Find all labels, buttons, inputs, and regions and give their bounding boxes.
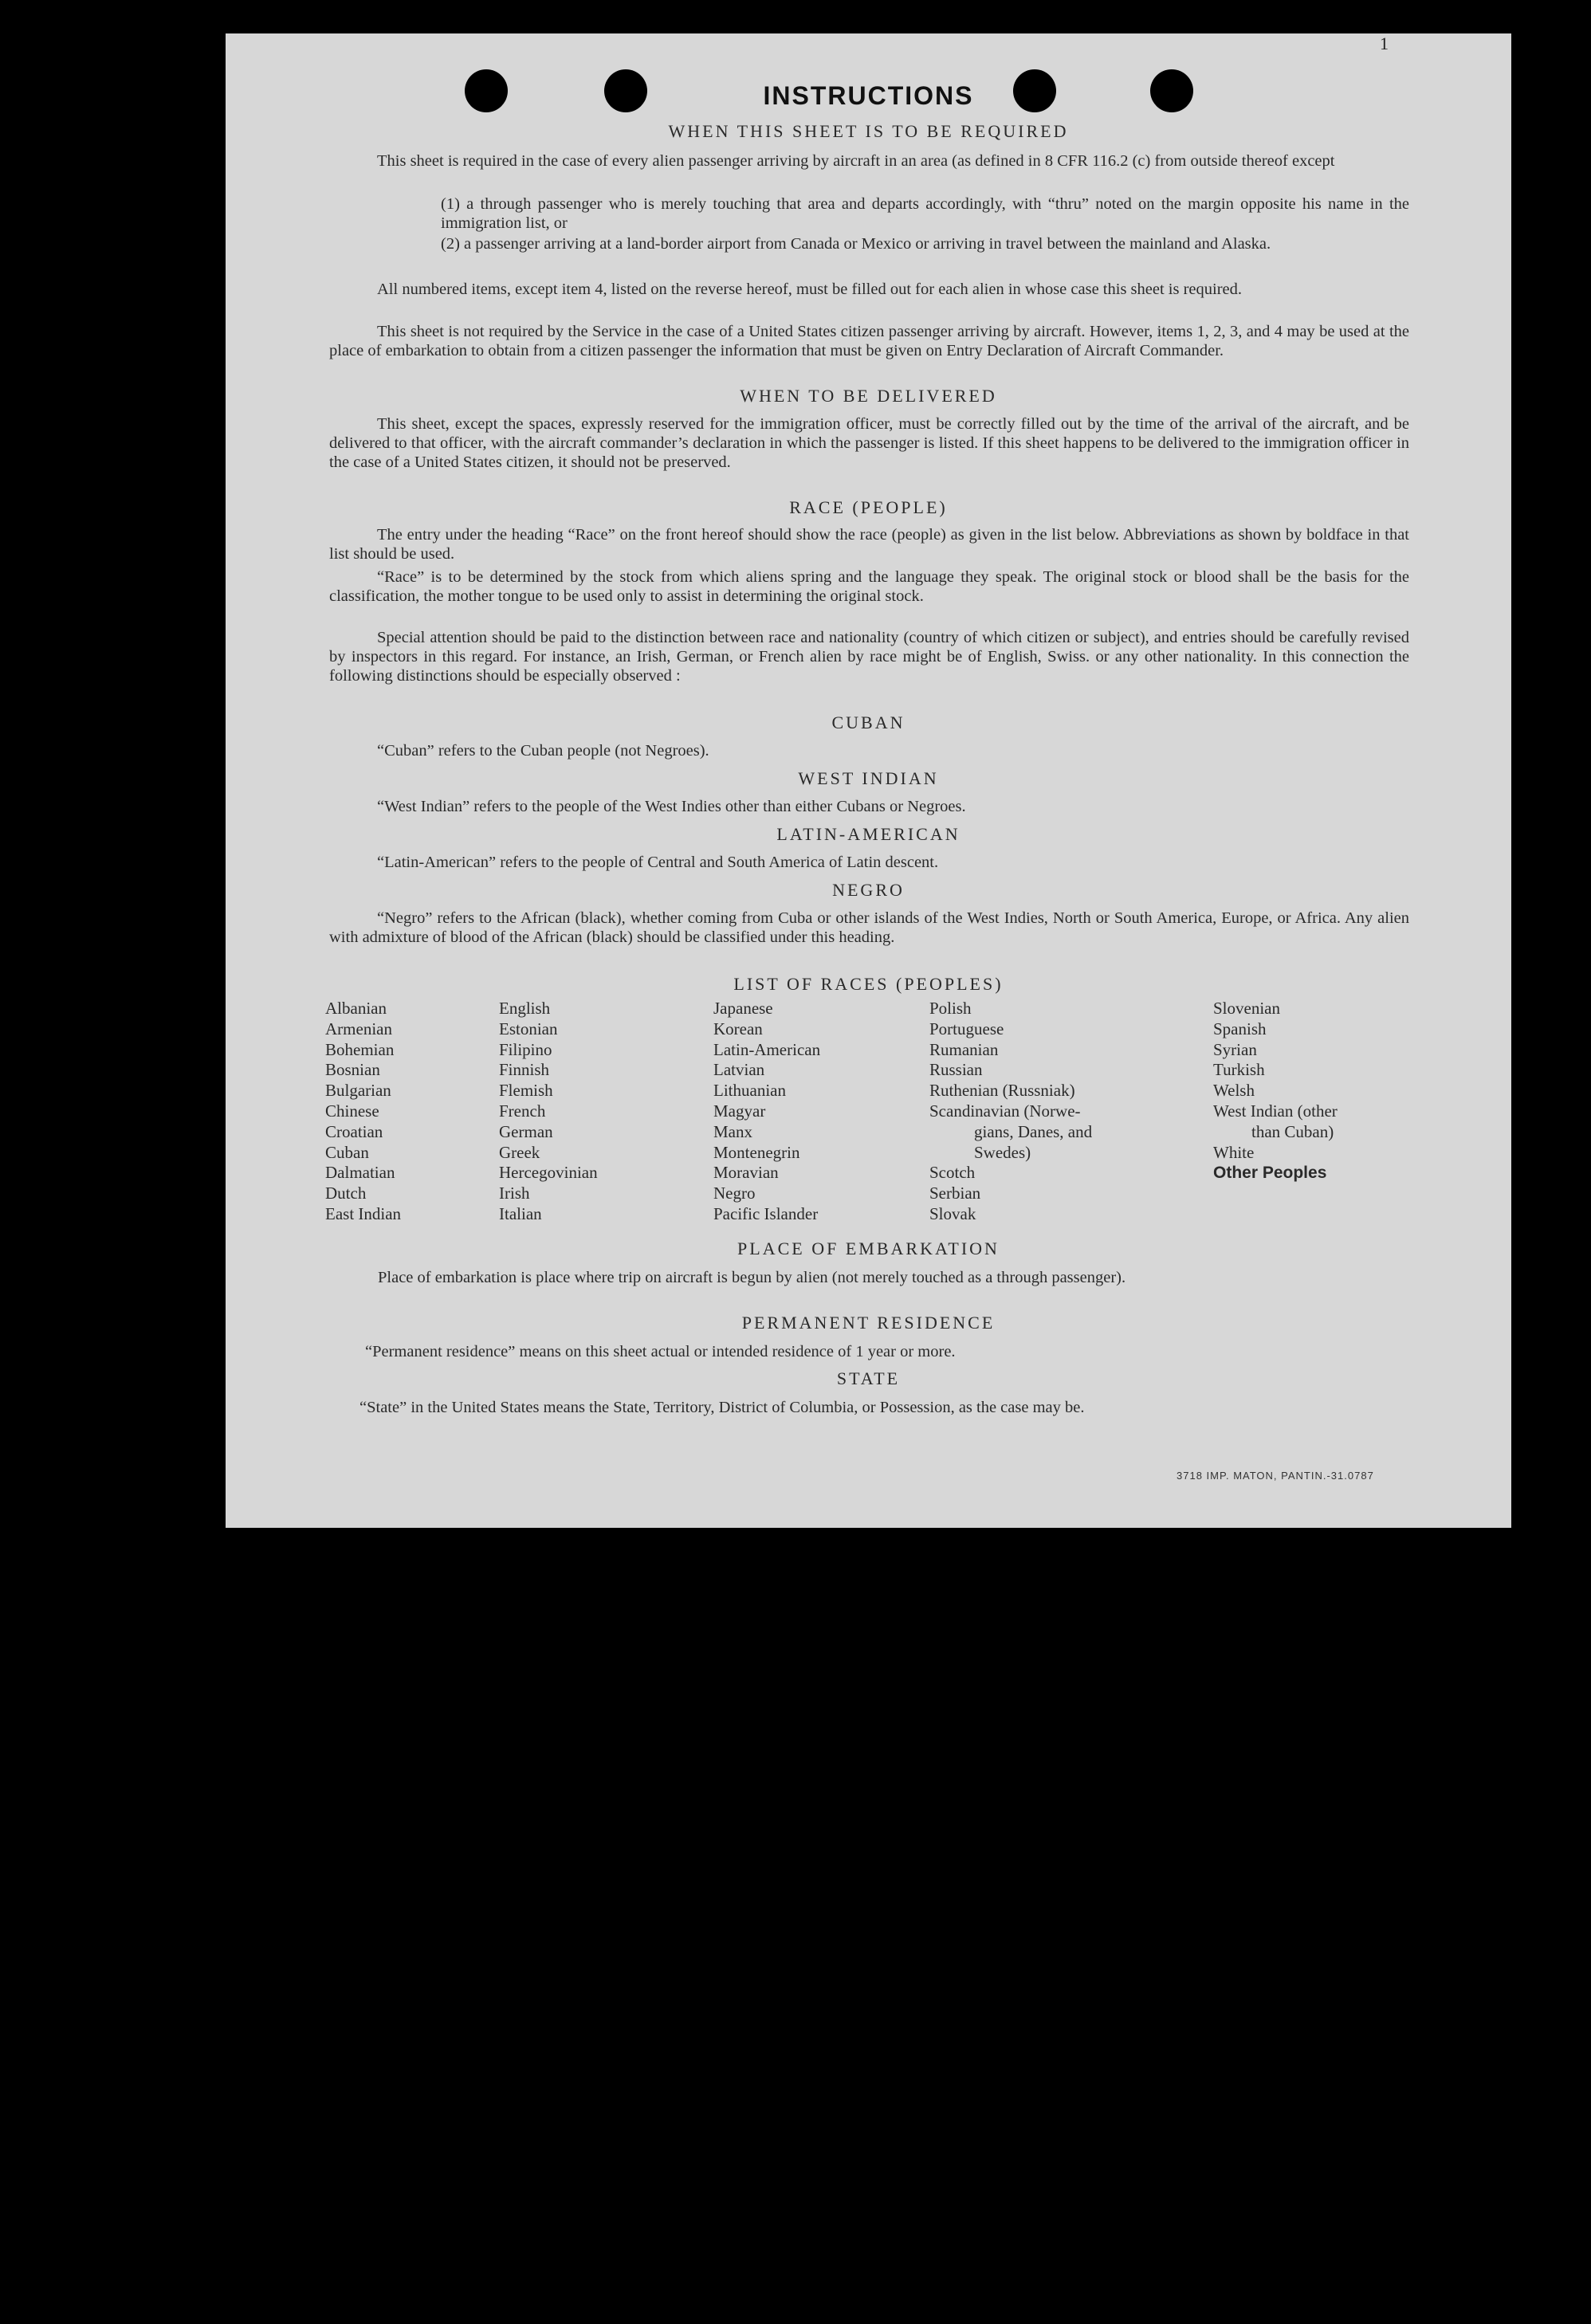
race-item: Dutch (325, 1184, 367, 1203)
race-item: East Indian (325, 1203, 402, 1223)
para-latin: “Latin-American” refers to the people of Central and South America of Latin descent. (377, 854, 939, 871)
race-item: Chinese (325, 1101, 379, 1121)
race-item: Ruthenian (Russniak) (929, 1081, 1075, 1101)
heading-required: WHEN THIS SHEET IS TO BE REQUIRED (668, 121, 1069, 141)
para-cuban: “Cuban” refers to the Cuban people (not Negroes). (377, 742, 709, 760)
race-item: French (499, 1101, 546, 1121)
race-item: Swedes) (974, 1142, 1031, 1162)
item-1: (1) a through passenger who is merely touching that area and departs accordingly, with “thru” noted on the margin opposite his name in the immigration list, or (441, 195, 1409, 232)
race-item: Armenian (325, 1019, 392, 1038)
race-item: Dalmatian (325, 1163, 395, 1183)
heading-cuban: CUBAN (831, 713, 905, 732)
race-item: Albanian (325, 999, 387, 1018)
race-column-5 (1213, 999, 1338, 1184)
race-item: Turkish (1213, 1060, 1265, 1080)
heading-embarkation: PLACE OF EMBARKATION (737, 1239, 1000, 1258)
race-item: English (499, 999, 551, 1018)
para-race-3: Special attention should be paid to the distinction between race and nationality (country of which citizen or subject), and entries should be carefully revised by inspectors in this regard. For instance, an Irish, German, or French alien by race might be of English, Swiss. or any other nationality. In this connection the following distinctions should be especially observed : (329, 629, 1409, 685)
race-item: Spanish (1213, 1019, 1267, 1038)
race-item: Serbian (929, 1184, 981, 1203)
race-item: Magyar (713, 1101, 766, 1121)
race-item: Estonian (499, 1019, 558, 1038)
para-citizen: This sheet is not required by the Service in the case of a United States citizen passenger arriving by aircraft. However, items 1, 2, 3, and 4 may be used at the place of embarkation to obtain from a citizen passenger the information that must be given on Entry Declaration of Aircraft Commander. (329, 323, 1409, 359)
item-2: (2) a passenger arriving at a land-border airport from Canada or Mexico or arriving in travel between the mainland and Alaska. (441, 235, 1271, 253)
heading-state: STATE (836, 1368, 901, 1388)
para-race-2: “Race” is to be determined by the stock from which aliens spring and the language they speak. The original stock or blood shall be the basis for the classification, the mother tongue to be used only to assist in determining the original stock. (329, 568, 1409, 605)
race-item: Negro (713, 1184, 756, 1203)
race-column-1 (325, 999, 401, 1225)
race-item: Bosnian (325, 1060, 380, 1080)
race-item: Scandinavian (Norwe- (929, 1101, 1081, 1121)
heading-race: RACE (PEOPLE) (789, 497, 948, 517)
race-item: German (499, 1121, 553, 1141)
para-race-1: The entry under the heading “Race” on the front hereof should show the race (people) as given in the list below. Abbreviations as shown by boldface in that list should be used. (329, 526, 1409, 563)
race-item: Russian (929, 1060, 983, 1080)
race-item: Slovenian (1213, 999, 1280, 1018)
top-mark: 1 (1380, 33, 1389, 53)
race-item: Portuguese (929, 1019, 1004, 1038)
race-item: Welsh (1213, 1081, 1255, 1101)
para-embarkation: Place of embarkation is place where trip on aircraft is begun by alien (not merely touched as a through passenger). (378, 1269, 1126, 1286)
para-west-indian: “West Indian” refers to the people of the West Indies other than either Cubans or Negroes. (377, 798, 966, 815)
instruction-sheet (226, 33, 1511, 1528)
race-item: than Cuban) (1251, 1121, 1334, 1141)
race-item: Scotch (929, 1163, 976, 1183)
para-state: “State” in the United States means the State, Territory, District of Columbia, or Possession, as the case may be. (359, 1399, 1085, 1416)
race-item: Latin-American (713, 1039, 821, 1059)
race-item: Japanese (713, 999, 773, 1018)
race-item: Polish (929, 999, 972, 1018)
race-item: Lithuanian (713, 1081, 786, 1101)
race-item: Greek (499, 1142, 540, 1162)
race-item: Rumanian (929, 1039, 999, 1059)
race-item: Hercegovinian (499, 1163, 598, 1183)
heading-latin: LATIN-AMERICAN (776, 824, 960, 844)
race-item: Korean (713, 1019, 763, 1038)
race-item: Croatian (325, 1121, 383, 1141)
race-item: Italian (499, 1203, 542, 1223)
race-item: Latvian (713, 1060, 765, 1080)
heading-west-indian: WEST INDIAN (798, 768, 939, 788)
race-item: Filipino (499, 1039, 552, 1059)
para-numbered: All numbered items, except item 4, listed on the reverse hereof, must be filled out for each alien in whose case this sheet is required. (377, 281, 1243, 298)
heading-delivered: WHEN TO BE DELIVERED (740, 386, 997, 406)
printer-footer: 3718 IMP. MATON, PANTIN.-31.0787 (1177, 1470, 1374, 1482)
race-item: Manx (713, 1121, 752, 1141)
race-column-3 (713, 999, 820, 1225)
race-item: Irish (499, 1184, 530, 1203)
race-item: Other Peoples (1213, 1164, 1327, 1183)
race-item: Finnish (499, 1060, 550, 1080)
heading-negro: NEGRO (832, 880, 905, 900)
race-item: Bohemian (325, 1039, 395, 1059)
race-item: Montenegrin (713, 1142, 800, 1162)
heading-list: LIST OF RACES (PEOPLES) (733, 974, 1004, 994)
race-item: West Indian (other (1213, 1101, 1338, 1121)
para-permanent-residence: “Permanent residence” means on this sheet actual or intended residence of 1 year or more. (365, 1343, 956, 1360)
para-required: This sheet is required in the case of every alien passenger arriving by aircraft in an area (as defined in 8 CFR 116.2 (c) from outside thereof except (377, 152, 1335, 170)
race-column-4 (929, 999, 1092, 1225)
race-item: Cuban (325, 1142, 369, 1162)
race-item: Moravian (713, 1163, 779, 1183)
race-item: gians, Danes, and (974, 1121, 1093, 1141)
race-item: Slovak (929, 1203, 976, 1223)
race-column-2 (499, 999, 598, 1225)
page-title: INSTRUCTIONS (763, 81, 974, 110)
race-item: Flemish (499, 1081, 553, 1101)
race-item: White (1213, 1142, 1255, 1162)
race-item: Pacific Islander (713, 1203, 819, 1223)
race-item: Bulgarian (325, 1081, 391, 1101)
heading-permanent-residence: PERMANENT RESIDENCE (741, 1313, 996, 1333)
para-delivered: This sheet, except the spaces, expressly reserved for the immigration officer, must be correctly filled out by the time of the arrival of the aircraft, and be delivered to that officer, with the aircraft commander’s declaration in which the passenger is listed. If this sheet happens to be delivered to the immigration officer in the case of a United States citizen, it should not be preserved. (329, 415, 1409, 471)
race-item: Syrian (1213, 1039, 1257, 1059)
para-negro: “Negro” refers to the African (black), whether coming from Cuba or other islands of the West Indies, North or South America, Europe, or Africa. Any alien with admixture of blood of the African (black) should be classified under this heading. (329, 909, 1409, 946)
